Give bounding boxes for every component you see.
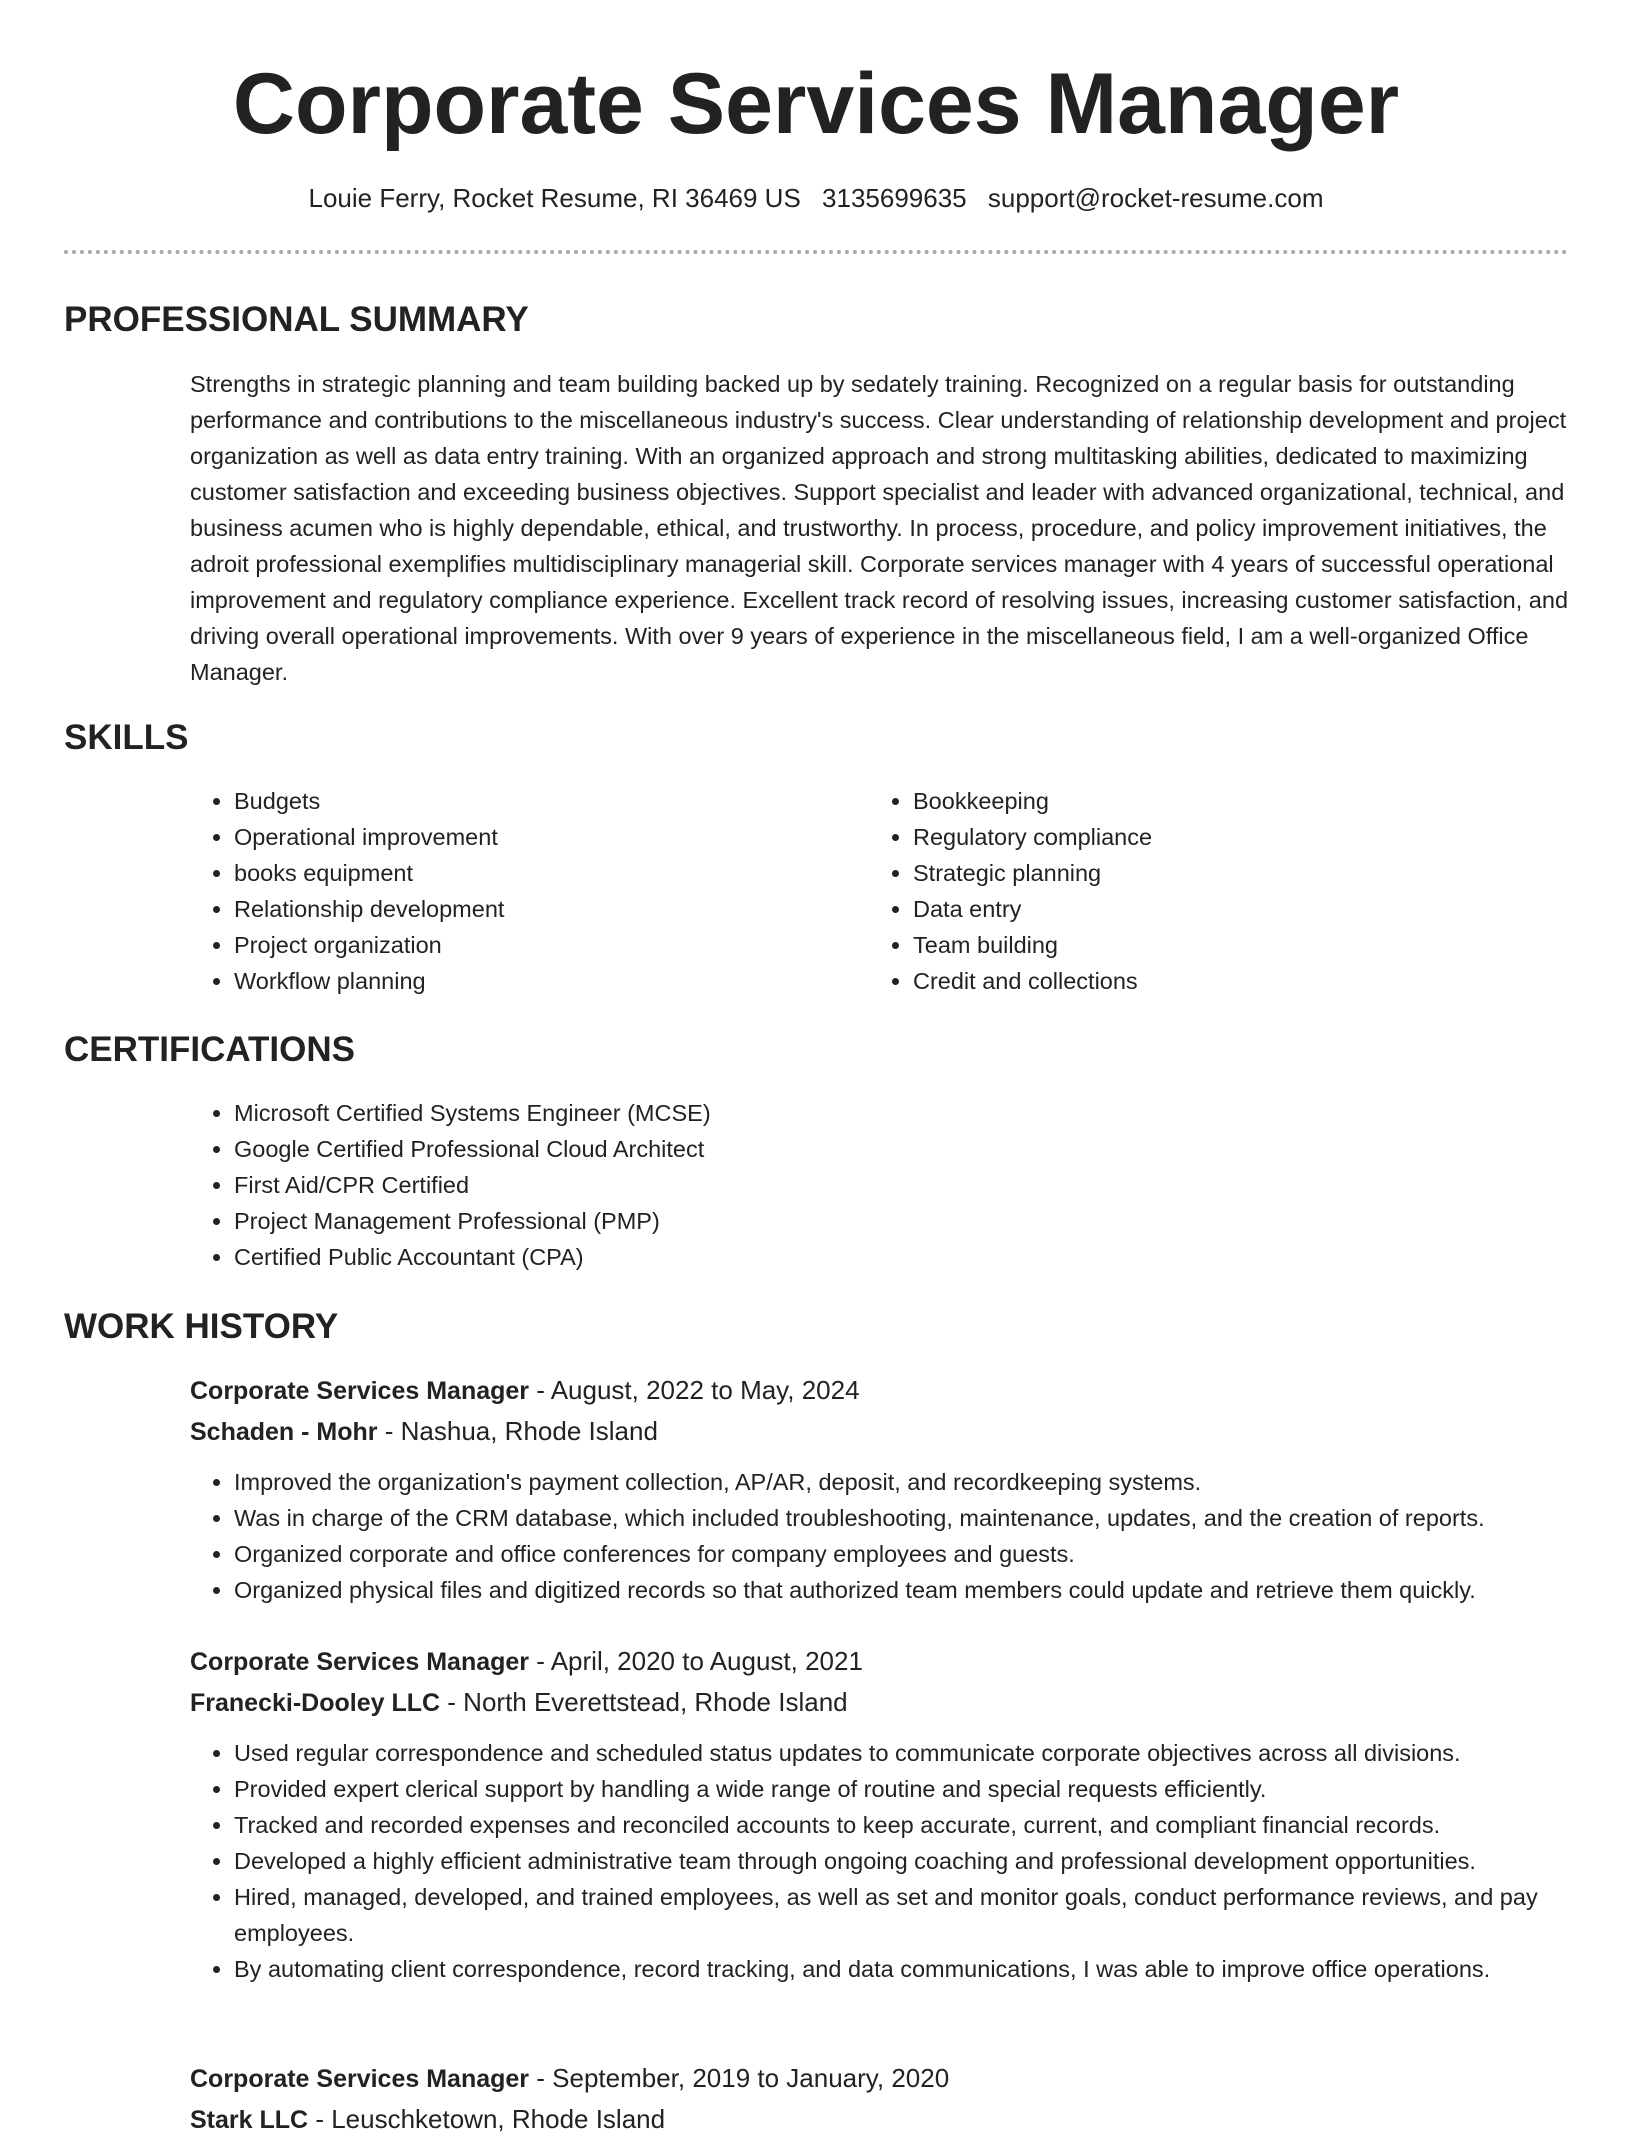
skill-item: • Project organization xyxy=(234,927,834,963)
job-title-line xyxy=(190,1370,1570,1411)
job-bullet: • Provided expert clerical support by handling a wide range of routine and special requests efficiently. xyxy=(234,1771,1570,1807)
job-bullet: • Used regular correspondence and scheduled status updates to communicate corporate objectives across all divisions. xyxy=(234,1735,1570,1771)
summary-text: Strengths in strategic planning and team building backed up by sedately training. Recognized on a regular basis for outstanding performance and contributions to the miscellaneous industry's success. Clear understanding of relationship development and project organization as well as data entry training. With an organized approach and strong multitasking abilities, dedicated to maximizing customer satisfaction and exceeding business objectives. Support specialist and leader with advanced organizational, technical, and business acumen who is highly dependable, ethical, and trustworthy. In process, procedure, and policy improvement initiatives, the adroit professional exemplifies multidisciplinary managerial skill. Corporate services manager with 4 years of successful operational improvement and regulatory compliance experience. Excellent track record of resolving issues, increasing customer satisfaction, and driving overall operational improvements. With over 9 years of experience in the miscellaneous field, I am a well-organized Office Manager. xyxy=(190,371,1569,685)
job-company: Schaden - Mohr xyxy=(190,1418,378,1446)
contact-address: Louie Ferry, Rocket Resume, RI 36469 US xyxy=(308,183,801,213)
skill-item: • Budgets xyxy=(234,783,834,819)
skill-item: • Relationship development xyxy=(234,891,834,927)
job-entry xyxy=(190,2058,1570,2140)
job-location: - Nashua, Rhode Island xyxy=(377,1416,658,1446)
job-bullet: • Developed a highly efficient administrative team through ongoing coaching and professional development opportunities. xyxy=(234,1843,1570,1879)
job-bullet: • Was in charge of the CRM database, which included troubleshooting, maintenance, updates, and the creation of reports. xyxy=(234,1500,1570,1536)
skill-item: • Workflow planning xyxy=(234,963,834,999)
job-dates: - August, 2022 to May, 2024 xyxy=(529,1375,860,1405)
certification-item: • Google Certified Professional Cloud Architect xyxy=(234,1131,1534,1167)
certifications-heading: CERTIFICATIONS xyxy=(64,1030,356,1069)
skill-item: • Regulatory compliance xyxy=(913,819,1513,855)
certification-item: • Project Management Professional (PMP) xyxy=(234,1203,1534,1239)
skills-list-left xyxy=(190,783,834,999)
skill-item: • Data entry xyxy=(913,891,1513,927)
contact-email: support@rocket-resume.com xyxy=(987,183,1324,213)
certification-item: • First Aid/CPR Certified xyxy=(234,1167,1534,1203)
job-company-line xyxy=(190,1682,1570,1723)
job-bullet: • Organized physical files and digitized records so that authorized team members could update and retrieve them quickly. xyxy=(234,1572,1570,1608)
work-history-heading: WORK HISTORY xyxy=(64,1307,339,1346)
skills-list-right xyxy=(869,783,1513,999)
job-company: Franecki-Dooley LLC xyxy=(190,1689,441,1717)
job-dates: - September, 2019 to January, 2020 xyxy=(529,2063,950,2093)
job-title: Corporate Services Manager xyxy=(190,1377,530,1405)
job-company-line xyxy=(190,2099,1570,2140)
certification-item: • Certified Public Accountant (CPA) xyxy=(234,1239,1534,1275)
job-title-line xyxy=(190,2058,1570,2099)
job-title: Corporate Services Manager xyxy=(190,2065,530,2093)
header-divider xyxy=(64,250,1568,254)
certifications-list xyxy=(190,1095,1534,1275)
skill-item: • Team building xyxy=(913,927,1513,963)
skills-heading: SKILLS xyxy=(64,718,189,757)
job-bullet: • Organized corporate and office conferences for company employees and guests. xyxy=(234,1536,1570,1572)
job-company-line xyxy=(190,1411,1570,1452)
page-title: Corporate Services Manager xyxy=(232,56,1400,152)
job-dates: - April, 2020 to August, 2021 xyxy=(529,1646,863,1676)
skill-item: • books equipment xyxy=(234,855,834,891)
job-entry xyxy=(190,1370,1570,1608)
job-title: Corporate Services Manager xyxy=(190,1648,530,1676)
job-bullets xyxy=(190,1735,1570,1987)
job-location: - Leuschketown, Rhode Island xyxy=(308,2104,666,2134)
job-bullet: • By automating client correspondence, record tracking, and data communications, I was able to improve office operations. xyxy=(234,1951,1570,1987)
job-location: - North Everettstead, Rhode Island xyxy=(440,1687,848,1717)
skill-item: • Operational improvement xyxy=(234,819,834,855)
job-bullet: • Tracked and recorded expenses and reconciled accounts to keep accurate, current, and compliant financial records. xyxy=(234,1807,1570,1843)
certification-item: • Microsoft Certified Systems Engineer (MCSE) xyxy=(234,1095,1534,1131)
contact-phone: 3135699635 xyxy=(822,183,967,213)
skill-item: • Bookkeeping xyxy=(913,783,1513,819)
job-bullets xyxy=(190,1464,1570,1608)
job-bullet: • Improved the organization's payment collection, AP/AR, deposit, and recordkeeping systems. xyxy=(234,1464,1570,1500)
job-bullet: • Hired, managed, developed, and trained employees, as well as set and monitor goals, conduct performance reviews, and pay employees. xyxy=(234,1879,1570,1951)
job-company: Stark LLC xyxy=(190,2106,309,2134)
skill-item: • Credit and collections xyxy=(913,963,1513,999)
job-entry xyxy=(190,1641,1570,1987)
skill-item: • Strategic planning xyxy=(913,855,1513,891)
job-title-line xyxy=(190,1641,1570,1682)
summary-heading: PROFESSIONAL SUMMARY xyxy=(64,300,529,339)
contact-line xyxy=(0,180,1632,216)
